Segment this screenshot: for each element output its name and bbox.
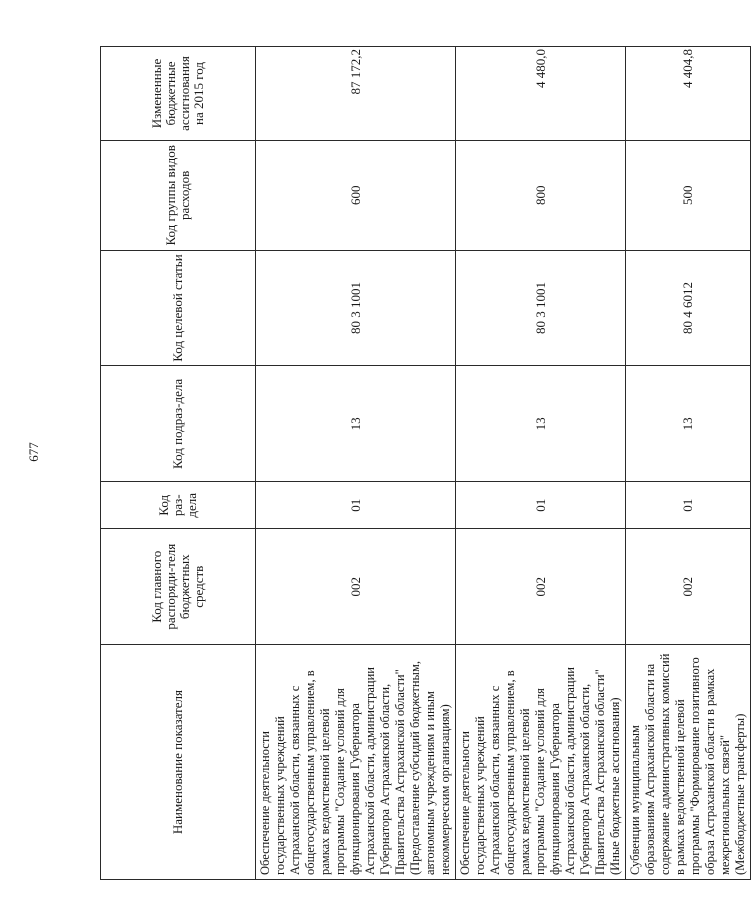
row-admin-code: 002 (626, 529, 751, 645)
page-number: 677 (26, 442, 41, 462)
rotated-sheet (100, 46, 747, 880)
row-expense-group-code: 600 (256, 141, 456, 251)
header-amount: Измененные бюджетные ассигнования на 2015 год (101, 47, 256, 141)
row-expense-group-code: 500 (626, 141, 751, 251)
row-target-code: 80 3 1001 (256, 250, 456, 366)
row-target-code: 80 3 1001 (456, 250, 626, 366)
row-description: Обеспечение деятельности государственных учреждений Астраханской области, связанных с общегосударственным управлением, в рамках ведомственной целевой программы "Создание условий для функционирования Губернатора Астраханской области, администрации Губернатора Астраханской области, Правительства Астраханской области" (Иные бюджетные ассигнования) (456, 645, 626, 880)
header-target-code: Код целевой статьи (101, 250, 256, 366)
row-section-code: 01 (256, 482, 456, 529)
header-subsection-code: Код подраз-дела (101, 366, 256, 482)
row-description: Обеспечение деятельности государственных учреждений Астраханской области, связанных с общегосударственным управлением, в рамках ведомственной целевой программы "Создание условий для функционирования Губернатора Астраханской области, администрации Губернатора Астраханской области, Правительства Астраханской области" (Предоставление субсидий бюджетным, автономным учреждениям и иным некоммерческим организациям) (256, 645, 456, 880)
row-subsection-code: 13 (456, 366, 626, 482)
row-section-code: 01 (456, 482, 626, 529)
budget-table (100, 46, 751, 880)
row-subsection-code: 13 (256, 366, 456, 482)
table-row (256, 47, 456, 880)
row-amount: 4 480,0 (456, 47, 626, 141)
header-row (101, 47, 256, 880)
header-expense-group-code: Код группы видов расходов (101, 141, 256, 251)
table-rotation-wrapper (100, 46, 747, 880)
row-admin-code: 002 (456, 529, 626, 645)
header-section-code: Код раз-дела (101, 482, 256, 529)
row-amount: 4 404,8 (626, 47, 751, 141)
table-row (626, 47, 751, 880)
row-description: Субвенции муниципальным образованиям Астраханской области на содержание административных комиссий в рамках ведомственной целевой программы "Формирование позитивного образа Астраханской области в рамках межрегиональных связей" (Межбюджетные трансферты) (626, 645, 751, 880)
row-expense-group-code: 800 (456, 141, 626, 251)
header-admin-code: Код главного распоряди-теля бюджетных средств (101, 529, 256, 645)
row-amount: 87 172,2 (256, 47, 456, 141)
row-target-code: 80 4 6012 (626, 250, 751, 366)
header-name: Наименование показателя (101, 645, 256, 880)
row-section-code: 01 (626, 482, 751, 529)
row-subsection-code: 13 (626, 366, 751, 482)
table-row (456, 47, 626, 880)
row-admin-code: 002 (256, 529, 456, 645)
